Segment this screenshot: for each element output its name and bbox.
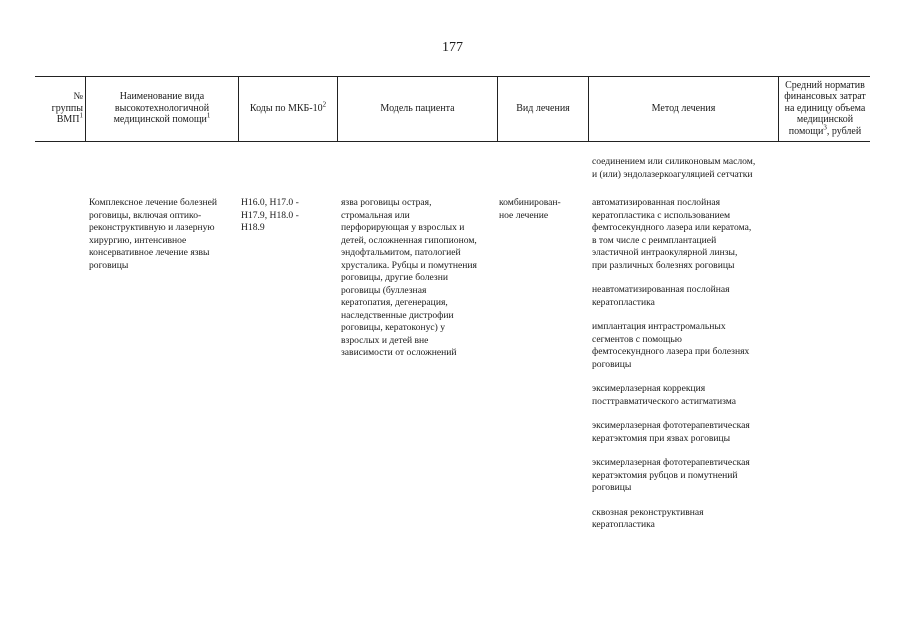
method-item: автоматизированная послойная кератопластика с использованием фемтосекундного лазера или кератома, в том числе с реимплантацией эластичной интраокулярной линзы, при различных болезнях роговицы: [592, 197, 752, 271]
icd-codes-cell: H16.0, H17.0 - H17.9, H18.0 - H18.9: [241, 197, 299, 233]
patient-model-cell: язва роговицы острая, стромальная или перфорирующая у взрослых и детей, осложненная гипопионом, эндофтальмитом, патологией хрусталика. Рубцы и помутнения роговицы, другие болезни роговицы (буллезная кератопатия, дегенерация, наследственные дистрофии роговицы, кератоконус) у взрослых и детей вне зависимости от осложнений: [341, 197, 477, 358]
method-item: эксимерлазерная коррекция посттравматического астигматизма: [592, 383, 737, 407]
header-icd-codes: Коды по МКБ-$10^2$: [249, 100, 327, 114]
method-item: эксимерлазерная фототерапевтическая кератэктомия при язвах роговицы: [592, 420, 750, 444]
header-cost-standard: Средний норматив финансовых затрат на единицу объема медицинской помощи$^3$, рублей: [784, 79, 866, 137]
method-continuation-text: соединением или силиконовым маслом, и (или) эндолазеркоагуляцией сетчатки: [592, 156, 756, 180]
header-group-number: № группы ВМП$^1$: [51, 91, 83, 126]
header-treatment-type: Вид лечения: [516, 102, 570, 114]
treatment-methods-list: [592, 197, 792, 544]
page-number: 177: [442, 40, 463, 55]
treatment-type-cell: комбинирован- ное лечение: [499, 197, 561, 221]
header-care-type-name: Наименование вида высокотехнологичной медицинской помощи$^1$: [113, 91, 211, 126]
method-item: имплантация интрастромальных сегментов с помощью фемтосекундного лазера при болезнях роговицы: [592, 321, 750, 370]
method-item: неавтоматизированная послойная кератопластика: [592, 284, 730, 308]
method-item: эксимерлазерная фототерапевтическая кератэктомия рубцов и помутнений роговицы: [592, 457, 750, 493]
care-type-name-cell: Комплексное лечение болезней роговицы, включая оптико- реконструктивную и лазерную хирургию, интенсивное консервативное лечение язвы роговицы: [89, 197, 218, 271]
header-patient-model: Модель пациента: [380, 102, 455, 114]
header-bottom-rule: [35, 141, 870, 142]
header-treatment-method: Метод лечения: [651, 102, 716, 114]
method-item: сквозная реконструктивная кератопластика: [592, 506, 704, 530]
